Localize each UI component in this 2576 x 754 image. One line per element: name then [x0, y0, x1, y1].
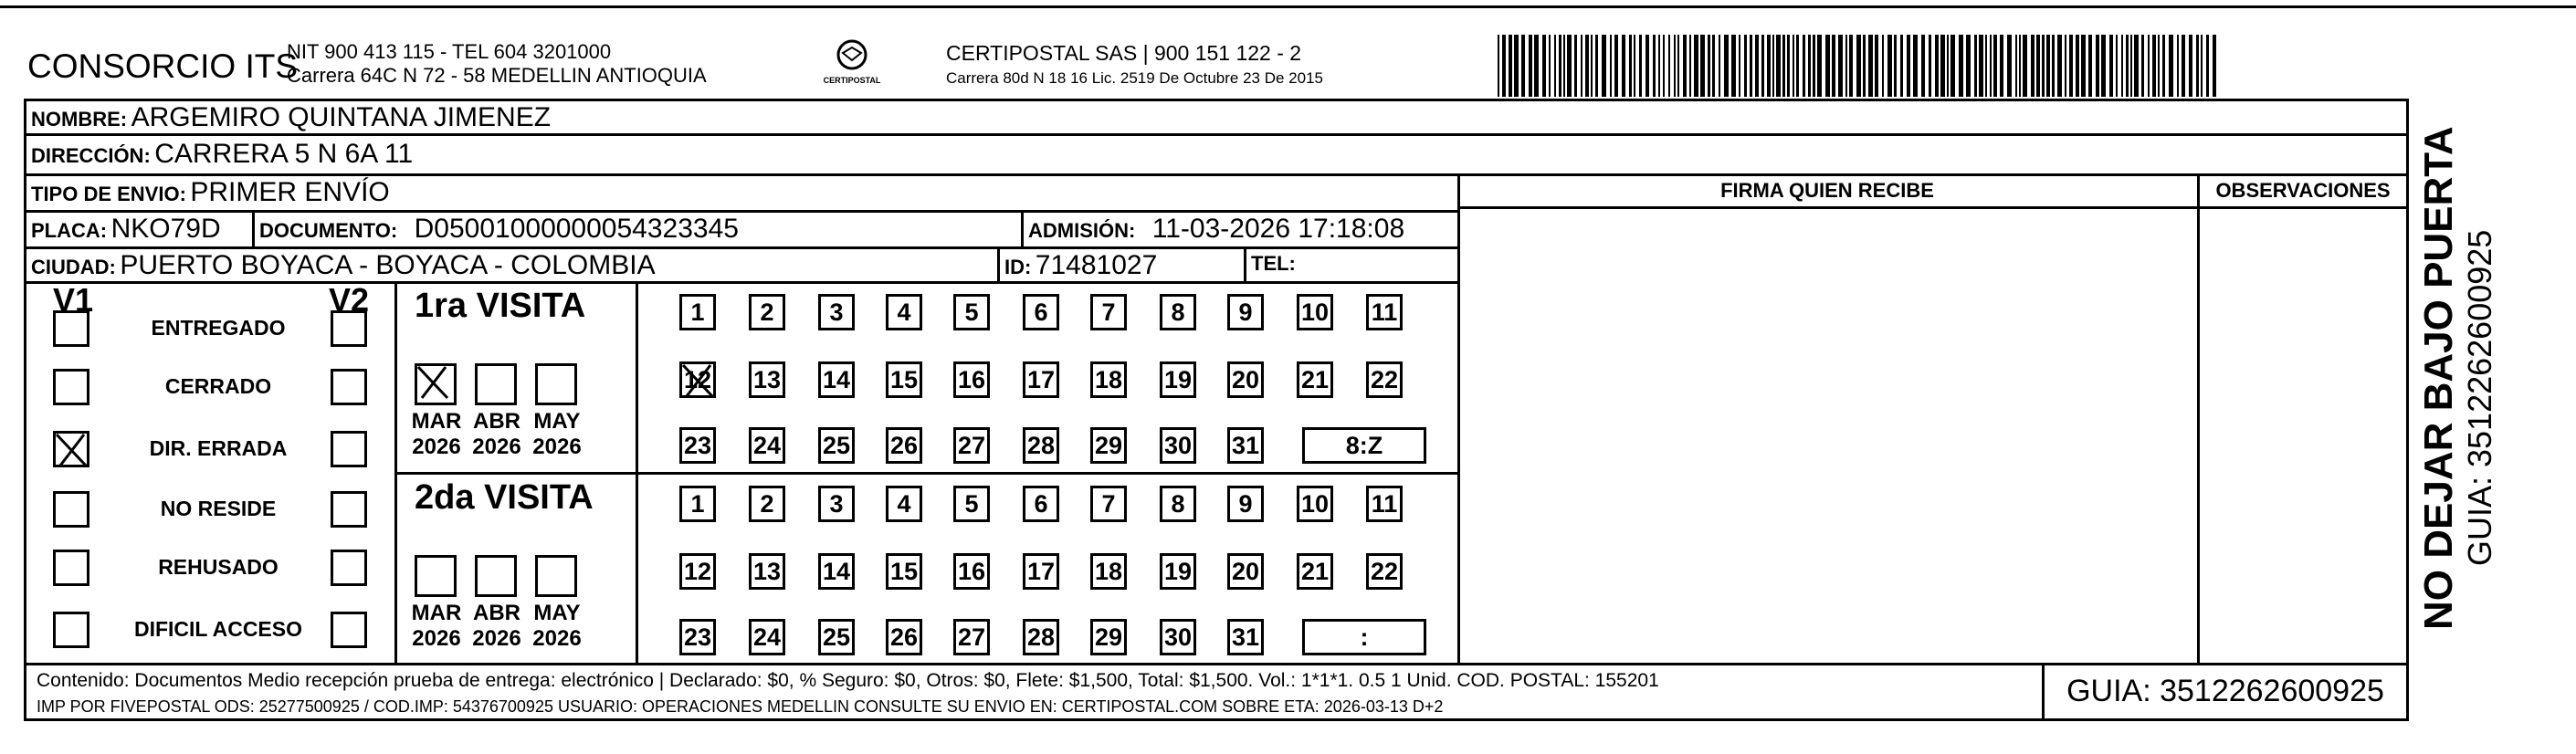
barcode-bar [1591, 35, 1593, 97]
visit1-day-box[interactable]: 16 [953, 361, 990, 398]
visit2-day-box[interactable]: 22 [1366, 553, 1403, 590]
visit1-day-box[interactable]: 12 [679, 361, 716, 398]
direccion-row [31, 139, 413, 170]
visit1-day-box[interactable]: 6 [1023, 294, 1059, 330]
id-cell [1004, 250, 1157, 281]
footer-guia: GUIA: 3512262600925 [2066, 674, 2384, 708]
visit1-day-box[interactable]: 9 [1227, 294, 1264, 330]
barcode-bar [1947, 35, 1949, 97]
nombre-label: NOMBRE: [31, 108, 128, 131]
barcode-bar [2031, 35, 2035, 97]
v1-checkbox[interactable] [53, 431, 89, 467]
visit2-day-box[interactable]: 10 [1297, 486, 1333, 522]
barcode-bar [1782, 35, 1785, 97]
v2-checkbox[interactable] [331, 612, 367, 648]
barcode-bar [2076, 35, 2079, 97]
visit1-day-box[interactable]: 5 [953, 294, 990, 330]
visit2-day-box[interactable]: 25 [818, 619, 855, 655]
v1-checkbox[interactable] [53, 612, 89, 648]
barcode-bar [2057, 35, 2062, 97]
barcode-bar [1744, 35, 1747, 97]
visit1-day-box[interactable]: 8 [1160, 294, 1196, 330]
visit1-month-label: MAY [533, 409, 581, 434]
barcode-bar [1990, 35, 1992, 97]
barcode-bar [1689, 35, 1691, 97]
visit2-day-box[interactable]: 4 [886, 486, 922, 522]
barcode-bar [2126, 35, 2129, 97]
company-info [287, 40, 707, 88]
barcode-bar [1750, 35, 1752, 97]
visit1-day-box[interactable]: 31 [1227, 427, 1264, 464]
visit1-day-box[interactable]: 4 [886, 294, 922, 330]
barcode-bar [1719, 35, 1720, 97]
visit2-day-box[interactable]: 1 [679, 486, 716, 522]
visit1-day-box[interactable]: 18 [1090, 361, 1127, 398]
barcode-bar [2007, 35, 2012, 97]
barcode-bar [2019, 35, 2021, 97]
visit2-day-box[interactable]: 20 [1227, 553, 1264, 590]
visit2-day-box[interactable]: 28 [1023, 619, 1059, 655]
visit2-day-box[interactable]: 31 [1227, 619, 1264, 655]
barcode-bar [1985, 35, 1987, 97]
company-name: CONSORCIO ITS [27, 47, 299, 85]
visit2-day-box[interactable]: 21 [1297, 553, 1333, 590]
barcode-bar [1622, 35, 1625, 97]
visit2-day-box[interactable]: 11 [1366, 486, 1403, 522]
barcode-bar [1634, 35, 1635, 97]
barcode-bar [1856, 35, 1861, 97]
v1-checkbox[interactable] [53, 369, 89, 405]
visit2-day-box[interactable]: 16 [953, 553, 990, 590]
barcode-bar [2109, 35, 2113, 97]
barcode-bar [1767, 35, 1771, 97]
visit1-day-box[interactable]: 11 [1366, 294, 1403, 330]
visit2-day-box[interactable]: 24 [749, 619, 785, 655]
barcode-bar [1554, 35, 1556, 97]
barcode-bar [1929, 35, 1931, 97]
barcode-bar [2015, 35, 2017, 97]
certipostal-logo [820, 38, 884, 85]
barcode-bar [1838, 35, 1843, 97]
barcode-bar [1808, 35, 1811, 97]
company-line-2: Carrera 64C N 72 - 58 MEDELLIN ANTIOQUIA [287, 64, 707, 87]
barcode-bar [1817, 35, 1822, 97]
visit1-day-box[interactable]: 17 [1023, 361, 1059, 398]
visit2-month-checkbox[interactable] [415, 555, 457, 597]
visit2-day-box[interactable]: 6 [1023, 486, 1059, 522]
company-line-1: NIT 900 413 115 - TEL 604 3201000 [287, 40, 612, 63]
observaciones-header [2197, 179, 2409, 203]
status-label: NO RESIDE [160, 497, 277, 520]
barcode-bar [2152, 35, 2156, 97]
barcode-bar [1887, 35, 1892, 97]
barcode-bar [1668, 35, 1670, 97]
certi-line-2: Carrera 80d N 18 16 Lic. 2519 De Octubre 23 De 2015 [946, 69, 1323, 87]
barcode-bar [1875, 35, 1878, 97]
barcode-bar [2206, 35, 2209, 97]
barcode-bar [2189, 35, 2192, 97]
barcode-bar [1639, 35, 1642, 97]
id-label: ID: [1004, 256, 1032, 278]
visit2-day-box[interactable]: 26 [886, 619, 922, 655]
v2-checkbox[interactable] [331, 431, 367, 467]
visit2-day-box[interactable]: 29 [1090, 619, 1127, 655]
placa-label: PLACA: [31, 219, 108, 242]
visit1-month-label: ABR [473, 409, 520, 434]
barcode-bar [2169, 35, 2173, 97]
v1-checkbox[interactable] [53, 310, 89, 347]
barcode-bar [1793, 35, 1794, 97]
v2-checkbox[interactable] [331, 550, 367, 586]
visit1-day-box[interactable]: 23 [679, 427, 716, 464]
barcode-bar [1595, 35, 1598, 97]
v1-checkbox[interactable] [53, 550, 89, 586]
barcode-bar [1950, 35, 1955, 97]
ciudad-value: PUERTO BOYACA - BOYACA - COLOMBIA [120, 250, 656, 280]
placa-value: NKO79D [110, 214, 221, 244]
barcode-bar [1739, 35, 1740, 97]
barcode-bar [2116, 35, 2118, 97]
visit2-day-box[interactable]: 3 [818, 486, 855, 522]
certi-line-1: CERTIPOSTAL SAS | 900 151 122 - 2 [946, 41, 1302, 65]
barcode-bar [1708, 35, 1710, 97]
barcode-bar [1663, 35, 1665, 97]
visit1-day-box[interactable]: 1 [679, 294, 716, 330]
visit1-day-box[interactable]: 30 [1160, 427, 1196, 464]
barcode-bar [1772, 35, 1774, 97]
barcode-bar [2182, 35, 2185, 97]
barcode-bar [1868, 35, 1873, 97]
visit2-month-year: 2026 [472, 626, 521, 651]
check-mark-icon [53, 431, 89, 467]
barcode-bar [1629, 35, 1632, 97]
barcode-bar [2141, 35, 2144, 97]
visit2-month-label: MAR [411, 601, 462, 625]
barcode-bar [1940, 35, 1945, 97]
observaciones-label: OBSERVACIONES [2215, 179, 2391, 202]
barcode-bar [1935, 35, 1939, 97]
admision-label: ADMISIÓN: [1028, 219, 1136, 242]
barcode-bar [2000, 35, 2003, 97]
barcode-bar [1803, 35, 1805, 97]
ciudad-cell [31, 250, 656, 281]
barcode-bar [1974, 35, 1977, 97]
visit2-day-box[interactable]: 23 [679, 619, 716, 655]
visit2-month-year: 2026 [532, 626, 582, 651]
barcode-bar [1796, 35, 1799, 97]
barcode-bar [1966, 35, 1971, 97]
visit1-day-box[interactable]: 21 [1297, 361, 1333, 398]
visit1-day-box[interactable]: 22 [1366, 361, 1403, 398]
barcode-bar [2148, 35, 2150, 97]
barcode-bar [1563, 35, 1565, 97]
barcode-bar [1863, 35, 1866, 97]
visit1-day-box[interactable]: 3 [818, 294, 855, 330]
barcode-bar [1534, 35, 1539, 97]
visit1-month-label: MAR [411, 409, 462, 434]
barcode-bar [1921, 35, 1925, 97]
barcode-bar [2158, 35, 2160, 97]
visit2-month-checkbox[interactable] [475, 555, 517, 597]
barcode-bar [2201, 35, 2203, 97]
visit1-month-checkbox[interactable] [415, 363, 457, 405]
barcode-bar [1509, 35, 1512, 97]
barcode-bar [1882, 35, 1884, 97]
visit2-day-box[interactable]: 14 [818, 553, 855, 590]
visit1-day-box[interactable]: 29 [1090, 427, 1127, 464]
barcode-bar [1900, 35, 1903, 97]
documento-label: DOCUMENTO: [259, 219, 398, 242]
barcode-bar [1581, 35, 1582, 97]
barcode-bar [1813, 35, 1815, 97]
barcode-bar [2081, 35, 2086, 97]
status-label: DIFICIL ACCESO [133, 617, 302, 641]
barcode-bar [1731, 35, 1736, 97]
check-mark-icon [679, 361, 716, 398]
visit2-day-box[interactable]: 9 [1227, 486, 1264, 522]
visit2-day-box[interactable]: 19 [1160, 553, 1196, 590]
side-guia: GUIA: 3512262600925 [2461, 229, 2498, 566]
visit2-day-box[interactable]: 7 [1090, 486, 1127, 522]
barcode-bar [2162, 35, 2165, 97]
visit2-day-box[interactable]: 17 [1023, 553, 1059, 590]
visit2-day-box[interactable]: 30 [1160, 619, 1196, 655]
barcode-bar [1755, 35, 1759, 97]
v1-checkbox[interactable] [53, 491, 89, 528]
status-label: ENTREGADO [151, 316, 286, 340]
barcode-bar [1559, 35, 1561, 97]
v2-checkbox[interactable] [331, 491, 367, 528]
barcode-bar [2088, 35, 2092, 97]
barcode-bar [1498, 35, 1499, 97]
barcode-bar [1614, 35, 1618, 97]
visit2-month-label: ABR [473, 601, 520, 625]
visit1-day-box[interactable]: 28 [1023, 427, 1059, 464]
barcode-bar [2046, 35, 2050, 97]
barcode-bar [1658, 35, 1660, 97]
visit2-day-box[interactable]: 13 [749, 553, 785, 590]
placa-cell [31, 214, 221, 245]
barcode-bar [2177, 35, 2179, 97]
visit2-day-box[interactable]: 18 [1090, 553, 1127, 590]
barcode-bar [1514, 35, 1519, 97]
visit1-day-box[interactable]: 25 [818, 427, 855, 464]
status-label: DIR. ERRADA [149, 436, 288, 460]
v2-label: V2 [329, 281, 370, 319]
barcode [1498, 35, 2230, 97]
barcode-bar [1585, 35, 1589, 97]
barcode-bar [1959, 35, 1963, 97]
visit2-title: 2da VISITA [415, 478, 594, 517]
visit1-day-box[interactable]: 14 [818, 361, 855, 398]
barcode-bar [1683, 35, 1687, 97]
logo-icon [836, 38, 868, 71]
barcode-bar [1529, 35, 1532, 97]
visit2-month-label: MAY [533, 601, 581, 625]
ciudad-label: CIUDAD: [31, 256, 116, 278]
visit1-month-year: 2026 [472, 435, 521, 459]
barcode-bar [2052, 35, 2055, 97]
barcode-bar [1677, 35, 1679, 97]
barcode-bar [1913, 35, 1918, 97]
barcode-bar [1761, 35, 1764, 97]
barcode-bar [1776, 35, 1781, 97]
direccion-value: CARRERA 5 N 6A 11 [154, 139, 414, 169]
visit1-day-box[interactable]: 10 [1297, 294, 1333, 330]
barcode-bar [1610, 35, 1612, 97]
barcode-bar [1700, 35, 1705, 97]
nombre-row [31, 102, 551, 133]
visit1-day-box[interactable]: 24 [749, 427, 785, 464]
visit1-time-box[interactable]: 8:Z [1302, 427, 1426, 464]
visit1-month-year: 2026 [412, 435, 461, 459]
barcode-bar [1993, 35, 1997, 97]
tel-label: TEL: [1251, 252, 1296, 275]
tel-cell [1251, 252, 1296, 276]
admision-cell [1028, 214, 1404, 245]
id-value: 71481027 [1035, 250, 1158, 280]
barcode-bar [1832, 35, 1835, 97]
visit1-day-box[interactable]: 19 [1160, 361, 1196, 398]
visit2-day-box[interactable]: 2 [749, 486, 785, 522]
visit1-title: 1ra VISITA [415, 287, 586, 325]
visit1-day-box[interactable]: 20 [1227, 361, 1264, 398]
documento-value: D05001000000054323345 [414, 214, 739, 244]
nombre-value: ARGEMIRO QUINTANA JIMENEZ [131, 102, 552, 132]
barcode-bar [1653, 35, 1656, 97]
status-label: REHUSADO [158, 555, 279, 579]
barcode-bar [1979, 35, 1983, 97]
visit1-month-year: 2026 [532, 435, 582, 459]
firma-label: FIRMA QUIEN RECIBE [1720, 179, 1934, 202]
top-border [0, 5, 2576, 8]
tipo-value: PRIMER ENVÍO [190, 177, 390, 207]
visit2-day-box[interactable]: 15 [886, 553, 922, 590]
barcode-bar [1521, 35, 1525, 97]
check-mark-icon [415, 363, 451, 400]
visit1-day-box[interactable]: 27 [953, 427, 990, 464]
barcode-bar [2101, 35, 2106, 97]
barcode-bar [2042, 35, 2045, 97]
barcode-bar [2134, 35, 2139, 97]
side-warning: NO DEJAR BAJO PUERTA [2416, 126, 2461, 630]
barcode-bar [2036, 35, 2040, 97]
barcode-bar [1845, 35, 1847, 97]
documento-cell [259, 214, 739, 245]
barcode-bar [1787, 35, 1790, 97]
admision-value: 11-03-2026 17:18:08 [1151, 214, 1405, 244]
visit2-month-checkbox[interactable] [535, 555, 577, 597]
barcode-bar [2065, 35, 2066, 97]
barcode-bar [1849, 35, 1853, 97]
barcode-bar [1549, 35, 1551, 97]
v2-checkbox[interactable] [331, 310, 367, 347]
status-label: CERRADO [164, 374, 272, 398]
barcode-bar [1574, 35, 1577, 97]
certipostal-info [946, 40, 1323, 91]
barcode-bar [2023, 35, 2027, 97]
visit1-day-box[interactable]: 7 [1090, 294, 1127, 330]
barcode-bar [1567, 35, 1572, 97]
visit1-month-checkbox[interactable] [475, 363, 517, 405]
visit1-day-box[interactable]: 2 [749, 294, 785, 330]
visit2-month-year: 2026 [412, 626, 461, 651]
barcode-bar [1825, 35, 1830, 97]
visit2-day-box[interactable]: 12 [679, 553, 716, 590]
barcode-bar [2121, 35, 2123, 97]
footer-line-2: IMP POR FIVEPOSTAL ODS: 25277500925 / COD.IMP: 54376700925 USUARIO: OPERACIONES MEDELLIN CONSULTE SU ENVIO EN: CERTIPOSTAL.COM SOBRE ETA: 2026-03-13 D+2 [37, 697, 1444, 716]
barcode-bar [1712, 35, 1715, 97]
tipo-label: TIPO DE ENVIO: [31, 183, 186, 205]
footer-line-1: Contenido: Documentos Medio recepción prueba de entrega: electrónico | Declarado: $0, % Seguro: $0, Otros: $0, Flete: $1,500, Total: $1,500. Vol.: 1*1*1. 0.5 1 Unid. COD. POSTAL: 155201 [37, 670, 1659, 691]
barcode-bar [1907, 35, 1910, 97]
barcode-bar [2213, 35, 2216, 97]
direccion-label: DIRECCIÓN: [31, 144, 151, 167]
barcode-bar [2130, 35, 2132, 97]
visit1-month-checkbox[interactable] [535, 363, 577, 405]
barcode-bar [2069, 35, 2073, 97]
barcode-bar [2096, 35, 2099, 97]
visit2-time-box[interactable]: : [1302, 619, 1426, 655]
barcode-bar [1694, 35, 1698, 97]
barcode-bar [1542, 35, 1546, 97]
visit2-day-box[interactable]: 5 [953, 486, 990, 522]
barcode-bar [1724, 35, 1729, 97]
visit2-day-box[interactable]: 27 [953, 619, 990, 655]
visit1-day-box[interactable]: 15 [886, 361, 922, 398]
barcode-bar [1602, 35, 1606, 97]
v1-label: V1 [53, 281, 94, 319]
visit2-day-box[interactable]: 8 [1160, 486, 1196, 522]
logo-text: CERTIPOSTAL [823, 76, 881, 85]
barcode-bar [2196, 35, 2199, 97]
barcode-bar [1894, 35, 1897, 97]
tipo-row [31, 177, 390, 208]
visit1-day-box[interactable]: 26 [886, 427, 922, 464]
firma-header [1457, 179, 2197, 203]
barcode-bar [1645, 35, 1649, 97]
v2-checkbox[interactable] [331, 369, 367, 405]
barcode-bar [1502, 35, 1506, 97]
barcode-bar [1674, 35, 1676, 97]
visit1-day-box[interactable]: 13 [749, 361, 785, 398]
